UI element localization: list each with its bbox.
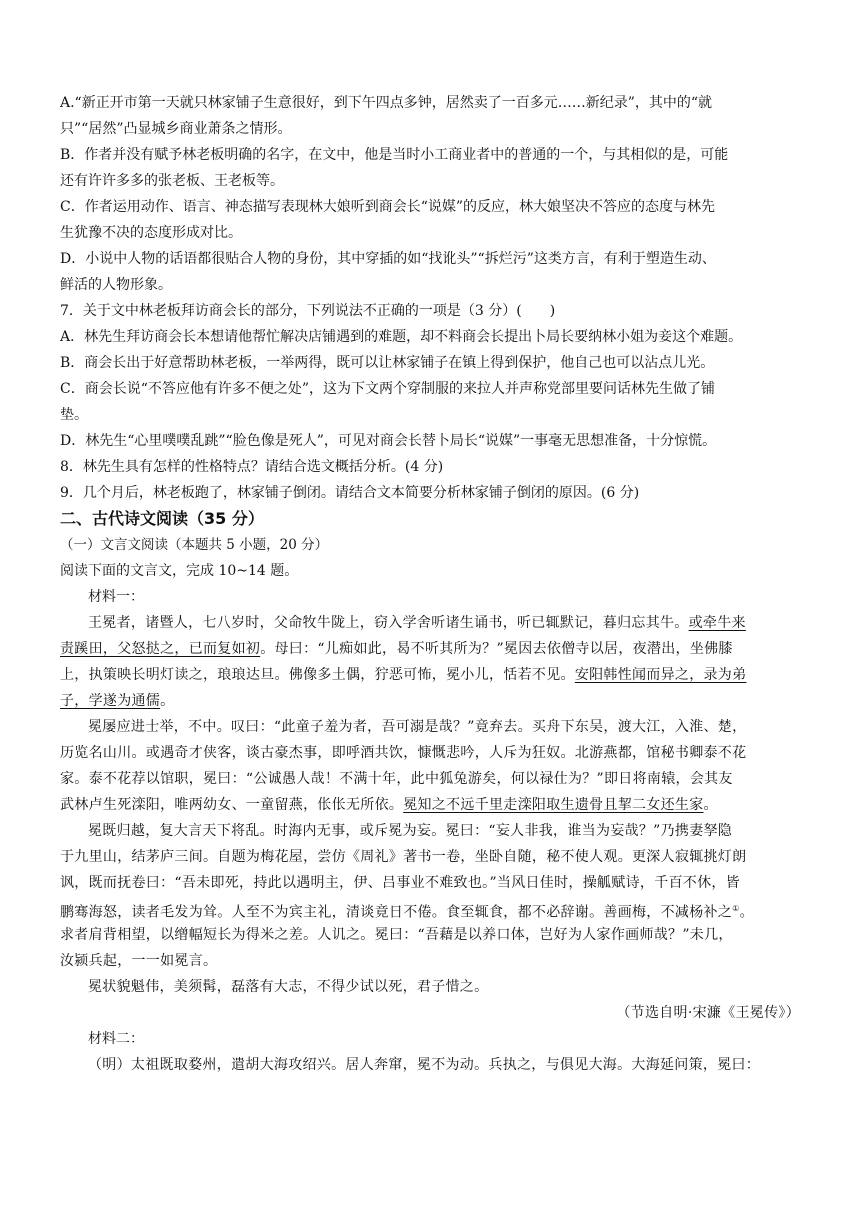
underlined-sentence: 安阳韩性闻而异之，录为弟: [574, 667, 747, 683]
m1-p3-line5: 求者肩背相望，以缯幅短长为得米之差。人讥之。冕曰：“吾藉是以养口体，岂好为人家作画师哉？”未几，: [60, 927, 733, 943]
q6-option-b-line2: 还有许许多多的张老板、王老板等。: [60, 173, 284, 189]
text-run: 。: [739, 904, 754, 921]
q9-stem: 9．几个月后，林老板跑了，林家铺子倒闭。请结合文本简要分析林家铺子倒闭的原因。(6 分): [60, 485, 640, 501]
underlined-sentence: 子，学遂为通儒: [60, 693, 161, 709]
q7-option-d: D．林先生“心里噗噗乱跳”“脸色像是死人”，可见对商会长替卜局长“说媒”一事毫无思想准备，十分惊慌。: [60, 433, 717, 449]
m1-p1-line2: [60, 636, 800, 662]
q7-stem: 7．关于文中林老板拜访商会长的部分，下列说法不正确的一项是（3 分）( ): [60, 303, 556, 319]
m1-p4: 冕状貌魁伟，美须髯，磊落有大志，不得少试以死，君子惜之。: [88, 979, 489, 995]
text-run: 。: [703, 797, 718, 813]
q7-option-c-line1: C．商会长说“不答应他有许多不便之处”，这为下文两个穿制服的来拉人并声称党部里要问话林先生做了铺: [60, 381, 716, 397]
underlined-sentence: 责蹊田，父怒挞之，已而复如初: [60, 641, 261, 657]
q8-stem: 8．林先生具有怎样的性格特点？请结合选文概括分析。(4 分): [60, 459, 444, 475]
m1-p1-line1: [60, 610, 800, 636]
text-run: 。: [160, 693, 175, 709]
m1-p3-line6: 汝颍兵起，一一如冕言。: [60, 953, 218, 969]
reading-instruction: 阅读下面的文言文，完成 10~14 题。: [60, 563, 299, 579]
q6-option-a-line1: A.“新正开市第一天就只林家铺子生意很好，到下午四点多钟，居然卖了一百多元……新纪录”，其中的“就: [60, 95, 713, 111]
m1-p1-line3: [60, 662, 800, 688]
m1-p3-line1: 冕既归越，复大言天下将乱。时海内无事，或斥冕为妄。冕曰：“妄人非我，谁当为妄哉？”乃携妻孥隐: [88, 823, 733, 839]
q6-option-c-line2: 生犹豫不决的态度形成对比。: [60, 225, 242, 241]
text-run: 武林卢生死滦阳，唯两幼女、一童留燕，伥伥无所依。: [60, 797, 404, 813]
m1-p3-line2: 于九里山，结茅庐三间。自题为梅花屋，尝仿《周礼》著书一卷，坐卧自随，秘不使人观。更深人寂辄挑灯朗: [60, 849, 747, 865]
underlined-sentence: 冕知之不远千里走滦阳取生遗骨且挈二女还生家: [403, 797, 704, 813]
q6-option-c-line1: C．作者运用动作、语言、神态描写表现林大娘听到商会长“说媒”的反应，林大娘坚决不答应的态度与林先: [60, 199, 716, 215]
m2-line1: （明）太祖既取婺州，遣胡大海攻绍兴。居人奔窜，冕不为动。兵执之，与俱见大海。大海延问策，冕曰：: [88, 1057, 761, 1073]
q6-option-a-line2: 只”“居然”凸显城乡商业萧条之情形。: [60, 121, 292, 137]
text-run: 鹏骞海怒，读者毛发为耸。人至不为宾主礼，清谈竟日不倦。食至辄食，都不必辞谢。善画梅，不减杨补之: [60, 904, 733, 921]
q7-option-c-line2: 垫。: [60, 407, 88, 423]
source-citation: （节选自明·宋濂《王冕传》）: [616, 1005, 800, 1021]
m1-p2-line1: 冕屡应进士举，不中。叹曰：“此童子羞为者，吾可溺是哉？”竟弃去。买舟下东吴，渡大江，入淮、楚，: [88, 719, 747, 735]
q7-option-b: B．商会长出于好意帮助林老板，一举两得，既可以让林家铺子在镇上得到保护，他自己也可以沾点儿光。: [60, 355, 715, 371]
section-title: 二、古代诗文阅读（35 分）: [60, 509, 264, 528]
m1-p2-line2: 历览名山川。或遇奇才侠客，谈古豪杰事，即呼酒共饮，慷慨悲吟，人斥为狂奴。北游燕都，馆秘书卿泰不花: [60, 745, 747, 761]
footnote-marker: ①: [732, 904, 740, 913]
m1-p2-line3: 家。泰不花荐以馆职，冕曰：“公诚愚人哉！不满十年，此中狐兔游矣，何以禄仕为？”即日将南辕，会其友: [60, 771, 733, 787]
material1-label: 材料一：: [88, 589, 144, 605]
exam-page: [60, 90, 800, 1078]
text-run: 。母曰：“儿痴如此，曷不听其所为？”冕因去依僧寺以居，夜潜出，坐佛膝: [260, 641, 733, 657]
subsection-title: （一）文言文阅读（本题共 5 小题，20 分）: [60, 537, 329, 553]
m1-p1-line4: [60, 688, 800, 714]
q6-option-d-line1: D．小说中人物的话语都很贴合人物的身份，其中穿插的如“找讹头”“拆烂污”这类方言，有利于塑造生动、: [60, 251, 716, 267]
underlined-sentence: 或牵牛来: [688, 615, 746, 631]
m1-p2-line4: [60, 792, 800, 818]
text-run: 上，执策映长明灯读之，琅琅达旦。佛像多土偶，狞恶可怖，冕小儿，恬若不见。: [60, 667, 575, 683]
q7-option-a: A．林先生拜访商会长本想请他帮忙解决店铺遇到的难题，却不料商会长提出卜局长要纳林小姐为妾这个难题。: [60, 329, 743, 345]
q6-option-b-line1: B．作者并没有赋予林老板明确的名字，在文中，他是当时小工商业者中的普通的一个，与其相似的是，可能: [60, 147, 729, 163]
text-run: 王冕者，诸暨人，七八岁时，父命牧牛陇上，窃入学舍听诸生诵书，听已辄默记，暮归忘其牛。: [88, 615, 689, 631]
material2-label: 材料二：: [88, 1031, 144, 1047]
q6-option-d-line2: 鲜活的人物形象。: [60, 277, 172, 293]
m1-p3-line3: 讽，既而抚卷曰：“吾未即死，持此以遇明主，伊、吕事业不难致也。”当风日佳时，操觚赋诗，千百不休，皆: [60, 875, 741, 891]
m1-p3-line4: [60, 896, 800, 922]
